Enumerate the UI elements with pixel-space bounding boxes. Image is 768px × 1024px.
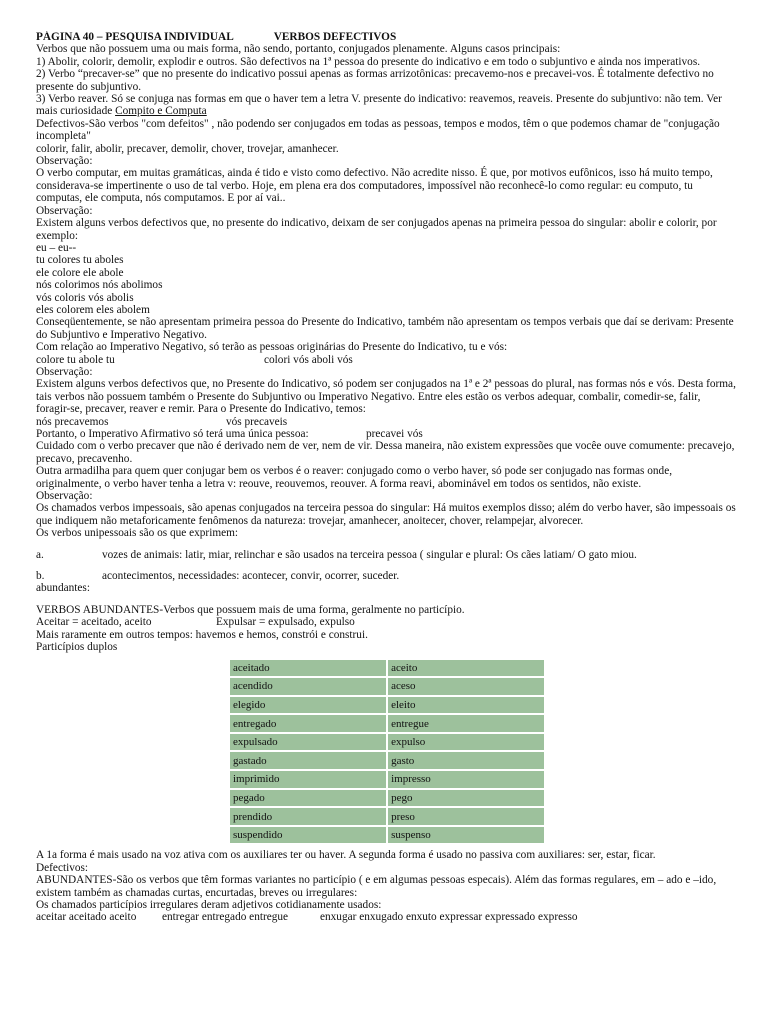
table-row bbox=[230, 771, 544, 788]
imperative-right: colori vós aboli vós bbox=[264, 353, 353, 366]
conjugation-line bbox=[36, 428, 738, 440]
paragraph: Defectivos: bbox=[36, 861, 89, 874]
paragraph: Verbos que não possuem uma ou mais forma, não sendo, portanto, conjugados plenamente. Alguns casos principais: bbox=[36, 43, 561, 56]
irregular-participle-cell: aceito bbox=[388, 660, 544, 677]
regular-participle-cell: imprimido bbox=[230, 771, 386, 788]
irregular-participle-cell: impresso bbox=[388, 771, 544, 788]
paragraph: abundantes: bbox=[36, 582, 90, 595]
paragraph: A 1a forma é mais usado na voz ativa com os auxiliares ter ou haver. A segunda forma é usado no passiva com auxiliares: ser, estar, ficar. bbox=[36, 849, 656, 862]
conj-left: Portanto, o Imperativo Afirmativo só terá uma única pessoa: bbox=[36, 428, 309, 440]
paragraph: Cuidado com o verbo precaver que não é derivado nem de ver, nem de vir. Dessa maneira, não existem expressões que vocêe ouve comumente: precavejo, precavo, precavenho. bbox=[36, 440, 735, 465]
example-right: Expulsar = expulsado, expulso bbox=[216, 616, 355, 629]
list-text: acontecimentos, necessidades: acontecer, convir, ocorrer, suceder. bbox=[102, 570, 400, 583]
paragraph: Existem alguns verbos defectivos que, no presente do indicativo, deixam de ser conjugados apenas na primeira pessoa do singular: abolir e colorir, por exemplo: bbox=[36, 217, 717, 242]
regular-participle-cell: gastado bbox=[230, 752, 386, 769]
curiosity-link[interactable]: Compito e Computa bbox=[115, 105, 207, 118]
observation-heading: Observação: bbox=[36, 204, 93, 217]
paragraph: Com relação ao Imperativo Negativo, só terão as pessoas originárias do Presente do Indicativo, tu e vós: bbox=[36, 341, 508, 354]
paragraph: Os verbos unipessoais são os que exprimem: bbox=[36, 527, 239, 540]
table-row bbox=[230, 790, 544, 807]
irregular-participle-cell: aceso bbox=[388, 678, 544, 695]
table-row bbox=[230, 752, 544, 769]
table-row bbox=[230, 734, 544, 751]
conj-right: vós precaveis bbox=[226, 415, 288, 428]
list-item bbox=[36, 570, 736, 582]
example-left: Aceitar = aceitado, aceito bbox=[36, 616, 152, 629]
irregular-participle-cell: expulso bbox=[388, 734, 544, 751]
paragraph: ABUNDANTES-São os verbos que têm formas variantes no particípio ( e em algumas pessoas especais). Além das formas regulares, em – ado e –ido, existem também as chamadas curtas, encurtadas, breves ou irregulares: bbox=[36, 874, 717, 899]
regular-participle-cell: aceitado bbox=[230, 660, 386, 677]
conjugation-line: nós colorimos nós abolimos bbox=[36, 279, 163, 292]
header-right: VERBOS DEFECTIVOS bbox=[273, 31, 397, 43]
example-line bbox=[36, 616, 738, 628]
regular-participle-cell: prendido bbox=[230, 808, 386, 825]
imperative-line bbox=[36, 354, 738, 366]
table-row bbox=[230, 660, 544, 677]
conj-right: precavei vós bbox=[366, 428, 423, 440]
example-part: entregar entregado entregue bbox=[162, 911, 289, 924]
irregular-participle-cell: entregue bbox=[388, 715, 544, 732]
list-label: a. bbox=[36, 548, 44, 561]
list-text: vozes de animais: latir, miar, relinchar e são usados na terceira pessoa ( singular e plural: Os cães latiam/ O gato miou. bbox=[102, 548, 637, 561]
paragraph: colorir, falir, abolir, precaver, demolir, chover, trovejar, amanhecer. bbox=[36, 142, 339, 155]
table-row bbox=[230, 827, 544, 844]
list-label: b. bbox=[36, 570, 45, 583]
participles-table bbox=[228, 658, 546, 846]
conjugation-line: vós coloris vós abolis bbox=[36, 291, 134, 304]
irregular-participle-cell: preso bbox=[388, 808, 544, 825]
paragraph: Outra armadilha para quem quer conjugar bem os verbos é o reaver: conjugado como o verbo haver, só pode ser conjugado nas formas onde, originalmente, o verbo haver tenha a letra v: reouve, reouvemos, reouver. A forma reavi, abominável em todos os sentidos, não existe. bbox=[36, 465, 673, 490]
conjugation-line bbox=[36, 416, 738, 428]
paragraph: Os chamados verbos impessoais, são apenas conjugados na terceira pessoa do singular: Há muitos exemplos disso; além do verbo haver, são impessoais os que indiquem não metaforicamente fenômenos da natureza: trovejar, amanhecer, anoitecer, chover, relampejar, alvorecer. bbox=[36, 502, 736, 527]
conjugation-line: eles colorem eles abolem bbox=[36, 303, 150, 316]
paragraph: 2) Verbo “precaver-se” que no presente do indicativo possui apenas as formas arrizotônicas: precavemo-nos e precavei-vos. É totalmente defectivo no presente do subjuntivo. bbox=[36, 68, 714, 93]
regular-participle-cell: acendido bbox=[230, 678, 386, 695]
irregular-participle-cell: eleito bbox=[388, 697, 544, 714]
regular-participle-cell: pegado bbox=[230, 790, 386, 807]
table-row bbox=[230, 715, 544, 732]
example-part: aceitar aceitado aceito bbox=[36, 911, 137, 924]
imperative-left: colore tu abole tu bbox=[36, 353, 115, 366]
paragraph: 1) Abolir, colorir, demolir, explodir e outros. São defectivos na 1ª pessoa do presente do indicativo e em todo o subjuntivo e ainda nos imperativos. bbox=[36, 55, 701, 68]
example-line bbox=[36, 911, 738, 923]
observation-heading: Observação: bbox=[36, 155, 93, 168]
conjugation-line: ele colore ele abole bbox=[36, 266, 124, 279]
table-row bbox=[230, 697, 544, 714]
observation-heading: Observação: bbox=[36, 365, 93, 378]
irregular-participle-cell: gasto bbox=[388, 752, 544, 769]
paragraph: Defectivos-São verbos "com defeitos" , não podendo ser conjugados em todas as pessoas, tempos e modos, têm o que podemos chamar de "conjugação incompleta" bbox=[36, 117, 720, 143]
header-left: PÁGINA 40 – PESQUISA INDIVIDUAL bbox=[36, 31, 234, 43]
conjugation-line: tu colores tu aboles bbox=[36, 254, 124, 267]
observation-heading: Observação: bbox=[36, 490, 93, 503]
paragraph-text: 3) Verbo reaver. Só se conjuga nas formas em que o haver tem a letra V. presente do indicativo: reavemos, reaveis. Presente do subjuntivo: não tem. Ver mais curiosidade bbox=[36, 93, 722, 118]
paragraph: Mais raramente em outros tempos: havemos e hemos, constrói e construi. bbox=[36, 628, 368, 641]
example-part: enxugar enxugado enxuto expressar expressado expresso bbox=[320, 911, 578, 924]
paragraph: Conseqüentemente, se não apresentam primeira pessoa do Presente do Indicativo, também não apresentam os tempos verbais que daí se derivam: Presente do Subjuntivo e Imperativo Negativo. bbox=[36, 316, 734, 341]
section-heading: VERBOS ABUNDANTES-Verbos que possuem mais de uma forma, geralmente no particípio. bbox=[36, 603, 465, 616]
conjugation-line: eu – eu-- bbox=[36, 241, 77, 254]
regular-participle-cell: expulsado bbox=[230, 734, 386, 751]
table-row bbox=[230, 808, 544, 825]
paragraph bbox=[36, 93, 736, 118]
paragraph: Os chamados particípios irregulares deram adjetivos cotidianamente usados: bbox=[36, 899, 382, 912]
table-caption: Particípios duplos bbox=[36, 641, 118, 654]
regular-participle-cell: suspendido bbox=[230, 827, 386, 844]
table-row bbox=[230, 678, 544, 695]
page-header bbox=[36, 31, 738, 43]
paragraph: Existem alguns verbos defectivos que, no Presente do Indicativo, só podem ser conjugados na 1ª e 2ª pessoas do plural, nas formas nós e vós. Desta forma, tais verbos não possuem também o Presente do Subjuntivo ou Imperativo Negativo. Entre eles estão os verbos adequar, combalir, comedir-se, falir, foragir-se, precaver, reaver e remir. Para o Presente do Indicativo, temos: bbox=[36, 378, 736, 416]
list-item bbox=[36, 549, 736, 561]
paragraph: O verbo computar, em muitas gramáticas, ainda é tido e visto como defectivo. Não acredite nisso. É que, por motivos eufônicos, isso há muito tempo, considerava-se impertinente o uso de tal verbo. Hoje, em plena era dos computadores, impossível não reconhecê-lo como regular: eu computo, tu computas, ele computa, nós computamos. E por aí vai.. bbox=[36, 167, 713, 205]
conj-left: nós precavemos bbox=[36, 415, 109, 428]
irregular-participle-cell: suspenso bbox=[388, 827, 544, 844]
regular-participle-cell: entregado bbox=[230, 715, 386, 732]
irregular-participle-cell: pego bbox=[388, 790, 544, 807]
regular-participle-cell: elegido bbox=[230, 697, 386, 714]
